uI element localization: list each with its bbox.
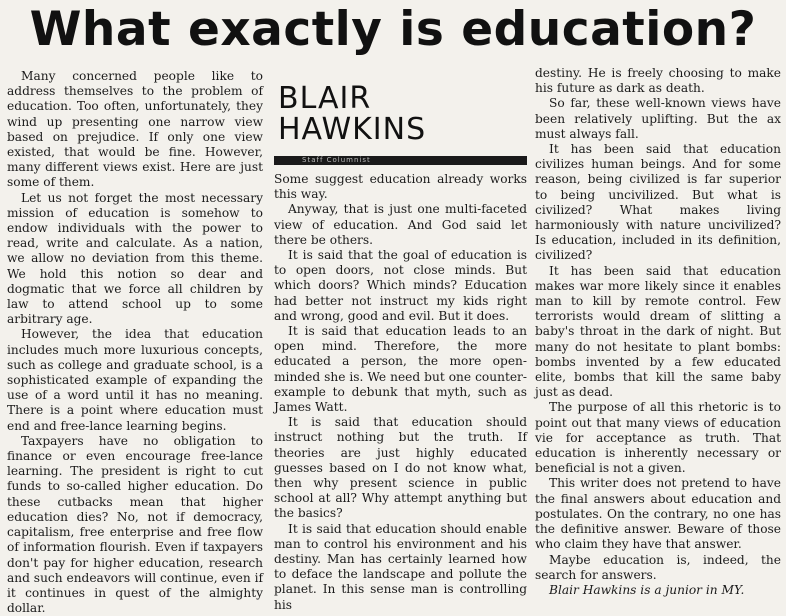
paragraph: This writer does not pretend to have the final answers about education and postulates. On the contrary, no one has the definitive answer. Beware of those who claim they have that answer. bbox=[535, 476, 781, 552]
headline: What exactly is education? bbox=[29, 2, 757, 57]
paragraph: It is said that the goal of education is to open doors, not close minds. But which doors? Which minds? Education had better not instruct my kids right and wrong, good and evil. But it does. bbox=[274, 248, 527, 323]
paragraph: Maybe education is, indeed, the search for answers. bbox=[535, 552, 781, 582]
paragraph: Anyway, that is just one multi-faceted view of education. And God said let there be others. bbox=[274, 202, 527, 247]
paragraph: It is said that education should instruct nothing but the truth. If theories are just highly educated guesses based on I do not know what, then why present science in public school at all? Why attempt anything but the basics? bbox=[274, 415, 527, 521]
paragraph: Taxpayers have no obligation to finance or even encourage free-lance learning. The president is right to cut funds to so-called higher education. Do these cutbacks mean that higher education dies? No, not if democracy, capitalism, free enterprise and free flow of information flourish. Even if taxpayers don't pay for higher education, research and such endeavors will continue, even if it continues in quest of the almighty dollar. bbox=[7, 433, 263, 616]
paragraph: It is said that education should enable man to control his environment and his destiny. Man has certainly learned how to deface the landscape and pollute the planet. In this sense man is controlling his bbox=[274, 521, 527, 612]
paragraph: However, the idea that education includes much more luxurious concepts, such as college and graduate school, is a sophisticated example of expanding the use of a word until it has no meaning. There is a point where education must end and free-lance learning begins. bbox=[7, 327, 263, 433]
paragraph: It is said that education leads to an open mind. Therefore, the more educated a person, the more open-minded she is. We need but one counter-example to debunk that myth, such as James Watt. bbox=[274, 324, 527, 415]
paragraph: destiny. He is freely choosing to make his future as dark as death. bbox=[535, 66, 781, 96]
column-3 bbox=[535, 66, 781, 598]
byline-box bbox=[274, 69, 527, 167]
paragraph: Let us not forget the most necessary mission of education is somehow to endow individuals with the power to read, write and calculate. As a nation, we allow no deviation from this theme. We hold this notion so dear and dogmatic that we force all children by law to attend school up to some arbitrary age. bbox=[7, 190, 263, 327]
paragraph: The purpose of all this rhetoric is to point out that many views of education vie for acceptance as truth. That education is inherently necessary or beneficial is not a given. bbox=[535, 400, 781, 476]
paragraph: It has been said that education civilizes human beings. And for some reason, being civilized is far superior to being uncivilized. But what is civilized? What makes living harmoniously with nature uncivilized? Is education, included in its definition, civilized? bbox=[535, 142, 781, 263]
paragraph: Many concerned people like to address themselves to the problem of education. Too often, unfortunately, they wind up presenting one narrow view based on prejudice. If only one view existed, that would be fine. However, many different views exist. Here are just some of them. bbox=[7, 69, 263, 190]
byline-first-name: BLAIR bbox=[278, 81, 372, 116]
paragraph: Some suggest education already works this way. bbox=[274, 172, 527, 202]
paragraph: So far, these well-known views have been relatively uplifting. But the ax must always fall. bbox=[535, 96, 781, 141]
byline-bar: Staff Columnist bbox=[274, 156, 527, 165]
column-1 bbox=[7, 69, 263, 616]
byline-last-name: HAWKINS bbox=[278, 112, 427, 147]
paragraph: It has been said that education makes war more likely since it enables man to kill by remote control. Few terrorists would dream of slitting a baby's throat in the dark of night. But many do not hesitate to plant bombs: bombs invented by a few educated elite, bombs that kill the same baby just as dead. bbox=[535, 263, 781, 400]
byline-name bbox=[274, 69, 458, 145]
column-2 bbox=[274, 172, 527, 613]
author-note: Blair Hawkins is a junior in MY. bbox=[549, 582, 745, 597]
